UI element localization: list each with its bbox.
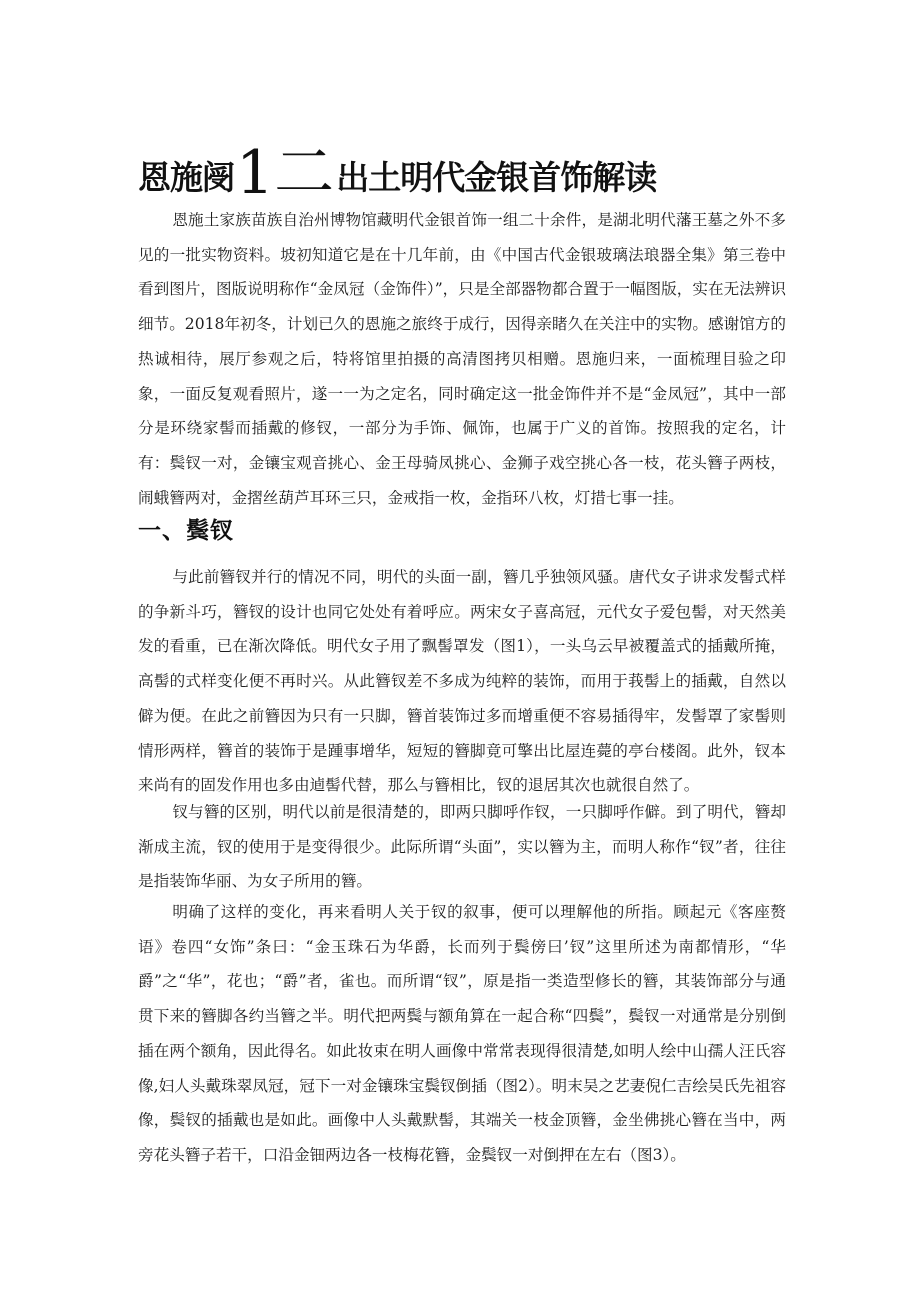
section-paragraph-2: 钗与簪的区别，明代以前是很清楚的，即两只脚呼作钗，一只脚呼作僻。到了明代，簪却渐成主流，钗的使用于是变得很少。此际所谓“头面”，实以簪为主，而明人称作“钗”者，往往是指装饰华丽、为女子所用的簪。 [138, 803, 786, 891]
section-paragraph-1: 与此前簪钗并行的情况不同，明代的头面一副，簪几乎独领风骚。唐代女子讲求发髻式样的争新斗巧，簪钗的设计也同它处处有着呼应。两宋女子喜高冠，元代女子爱包髻，对天然美发的看重，已在渐次降低。明代女子用了飘髻罩发（图1），一头乌云早被覆盖式的插戴所掩，高髻的式样变化便不再时兴。从此簪钗差不多成为纯粹的装饰，而用于莪髻上的插戴，自然以僻为便。在此之前簪因为只有一只脚，簪首装饰过多而增重便不容易插得牢，发髻罩了家髻则情形两样，簪首的装饰于是踵事增华，短短的簪脚竟可擎出比屋连薨的亭台楼阁。此外，钗本来尚有的固发作用也多由逌髻代替，那么与簪相比，钗的退居其次也就很自然了。 [138, 568, 786, 795]
title-part-3: 出土明代金银首饰解读 [336, 158, 657, 198]
section-paragraph-3: 明确了这样的变化，再来看明人关于钗的叙事，便可以理解他的所指。顾起元《客座赘语》卷四“女饰”条曰：“金玉珠石为华爵，长而列于鬓傍曰’钗”这里所述为南都情形，“华爵”之“华”，花也；“爵”者，雀也。而所谓“钗”，原是指一类造型修长的簪，其装饰部分与通贯下来的簪脚各约当簪之半。明代把两鬓与额角算在一起合称“四鬓”，鬓钗一对通常是分别倒插在两个额角，因此得名。如此妆束在明人画像中常常表现得很清楚,如明人绘中山孺人汪氏容像,妇人头戴珠翠凤冠，冠下一对金镶珠宝鬓钗倒插（图2）。明末吴之艺妻倪仁吉绘吴氏先祖容像，鬓钗的插戴也是如此。画像中人头戴默髻，其端关一枝金顶簪，金坐佛挑心簪在当中，两旁花头簪子若干，口沿金钿两边各一枝梅花簪，金鬓钗一对倒押在左右（图3）。 [138, 903, 786, 1164]
title-part-2: 1二 [236, 138, 335, 209]
section-heading: 一、鬓钗 [138, 518, 234, 544]
intro-paragraph: 恩施土家族苗族自治州博物馆藏明代金银首饰一组二十余件，是湖北明代藩王墓之外不多见的一批实物资料。坡初知道它是在十几年前，由《中国古代金银玻璃法琅器全集》第三卷中看到图片，图版说明称作“金凤冠（金饰件）”，只是全部器物都合置于一幅图版，实在无法辨识细节。2018年初冬，计划已久的恩施之旅终于成行，因得亲睹久在关注中的实物。感谢馆方的热诚相待，展厅参观之后，特将馆里拍摄的高清图拷贝相赠。恩施归来，一面梳理目验之印象，一面反复观看照片，遂一一为之定名，同时确定这一批金饰件并不是“金凤冠”，其中一部分是环绕家髻而插戴的修钗，一部分为手饰、佩饰，也属于广义的首饰。按照我的定名，计有：鬓钗一对，金镶宝观音挑心、金王母骑凤挑心、金狮子戏空挑心各一枝，花头簪子两枝，闹蛾簪两对，金摺丝葫芦耳环三只，金戒指一枚，金指环八枚，灯措七事一挂。 [138, 211, 786, 507]
title-part-1: 恩施阌 [138, 158, 234, 198]
document-title [138, 138, 798, 209]
